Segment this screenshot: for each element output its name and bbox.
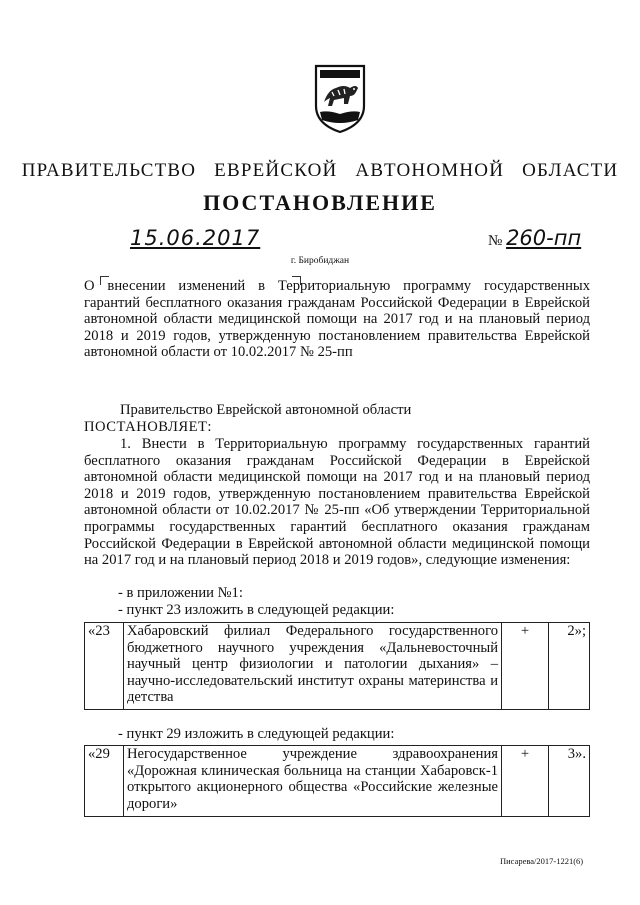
government-title: ПРАВИТЕЛЬСТВО ЕВРЕЙСКОЙ АВТОНОМНОЙ ОБЛАСТИ	[21, 160, 619, 181]
government-line: Правительство Еврейской автономной области	[120, 402, 412, 418]
table-row	[85, 623, 590, 710]
point-23-table	[84, 622, 590, 710]
appendix-line: - в приложении №1:	[118, 585, 243, 601]
document-number	[488, 226, 581, 250]
organization-name: Хабаровский филиал Федерального государственного бюджетного научного учреждения «Дальневосточный научный центр физиологии и патологии дыхания» – научно-исследовательский институт охраны материнства и детства	[124, 623, 502, 710]
point-29-table	[84, 745, 590, 817]
table-row	[85, 746, 590, 817]
decree-word: ПОСТАНОВЛЯЕТ:	[84, 419, 212, 435]
item-1-paragraph: 1. Внести в Территориальную программу государственных гарантий бесплатного оказания гражданам Российской Федерации в Еврейской автономной области медицинской помощи на 2017 год и на плановый период 2018 и 2019 годов, утвержденную постановлением правительства Еврейской автономной области от 10.02.2017 № 25-пп «Об утверждении Территориальной программы государственных гарантий бесплатного оказания гражданам Российской Федерации в Еврейской автономной области медицинской помощи на 2017 год и на плановый период 2018 и 2019 годов», следующие изменения:	[84, 436, 590, 569]
coat-of-arms-icon	[310, 62, 370, 134]
participation-mark: +	[502, 746, 549, 817]
level-code: 2»;	[549, 623, 590, 710]
point-23-intro: - пункт 23 изложить в следующей редакции:	[118, 602, 395, 618]
number-prefix: №	[488, 233, 503, 249]
subject-paragraph: О внесении изменений в Территориальную программу государственных гарантий бесплатного оказания гражданам Российской Федерации в Еврейской автономной области медицинской помощи на 2017 год и на плановый период 2018 и 2019 годов, утвержденную постановлением правительства Еврейской автономной области от 10.02.2017 № 25-пп	[84, 278, 590, 361]
document-date: 15.06.2017	[130, 226, 261, 250]
city-label: г. Биробиджан	[290, 256, 350, 266]
level-code: 3».	[549, 746, 590, 817]
number-value: 260-пп	[506, 226, 582, 250]
point-number: «23	[85, 623, 124, 710]
organization-name: Негосударственное учреждение здравоохранения «Дорожная клиническая больница на станции Хабаровск-1 открытого акционерного общества «Российские железные дороги»	[124, 746, 502, 817]
point-29-intro: - пункт 29 изложить в следующей редакции:	[118, 726, 395, 742]
point-number: «29	[85, 746, 124, 817]
document-type-title: ПОСТАНОВЛЕНИЕ	[203, 190, 437, 215]
footer-reference: Писарева/2017-1221(6)	[500, 856, 584, 866]
participation-mark: +	[502, 623, 549, 710]
